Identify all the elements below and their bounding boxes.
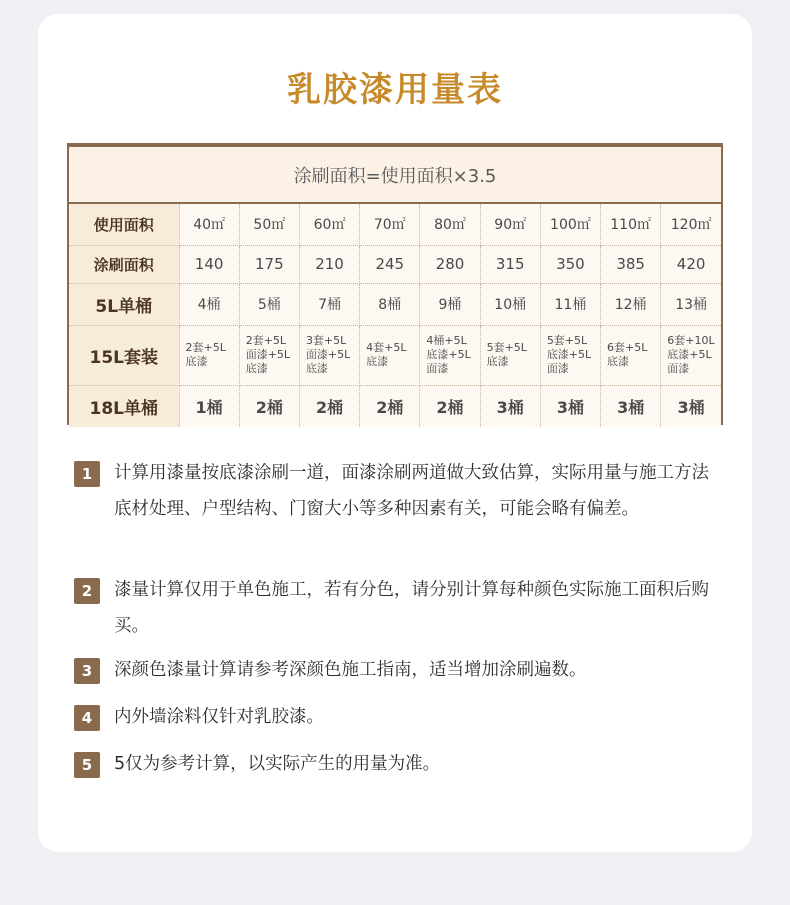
row-header: 18L单桶 xyxy=(69,385,179,427)
table-cell: 140 xyxy=(179,245,239,283)
table-cell: 2桶 xyxy=(299,385,359,427)
formula-text: 涂刷面积=使用面积×3.5 xyxy=(69,147,721,203)
table-cell: 210 xyxy=(299,245,359,283)
table-row xyxy=(69,385,721,427)
table-cell: 3桶 xyxy=(540,385,600,427)
number-badge: 4 xyxy=(74,705,100,731)
table-cell: 2桶 xyxy=(420,385,480,427)
number-badge: 1 xyxy=(74,461,100,487)
formula-row xyxy=(69,147,721,203)
table-row xyxy=(69,203,721,245)
table-cell: 13桶 xyxy=(661,283,721,325)
table-cell: 7桶 xyxy=(299,283,359,325)
number-badge: 2 xyxy=(74,578,100,604)
table-cell: 110㎡ xyxy=(601,203,661,245)
table-cell: 50㎡ xyxy=(239,203,299,245)
table-cell: 90㎡ xyxy=(480,203,540,245)
table-cell: 3桶 xyxy=(661,385,721,427)
table-cell: 80㎡ xyxy=(420,203,480,245)
note-text: 漆量计算仅用于单色施工，若有分色，请分别计算每种颜色实际施工面积后购买。 xyxy=(114,580,709,636)
note-item xyxy=(74,652,587,688)
table-cell: 4套+5L 底漆 xyxy=(360,325,420,385)
table-cell: 100㎡ xyxy=(540,203,600,245)
note-text: 深颜色漆量计算请参考深颜色施工指南，适当增加涂刷遍数。 xyxy=(114,660,587,680)
note-text: 内外墙涂料仅针对乳胶漆。 xyxy=(114,707,324,727)
note-text: 5仅为参考计算，以实际产生的用量为准。 xyxy=(114,754,441,774)
table-cell: 5桶 xyxy=(239,283,299,325)
table-cell: 280 xyxy=(420,245,480,283)
table-cell: 2套+5L 面漆+5L 底漆 xyxy=(239,325,299,385)
note-item xyxy=(74,699,324,735)
row-header: 涂刷面积 xyxy=(69,245,179,283)
table-cell: 4桶 xyxy=(179,283,239,325)
table-row xyxy=(69,283,721,325)
table-cell: 60㎡ xyxy=(299,203,359,245)
table-cell: 4桶+5L 底漆+5L 面漆 xyxy=(420,325,480,385)
usage-table xyxy=(67,143,723,425)
table-cell: 5套+5L 底漆 xyxy=(480,325,540,385)
row-header: 使用面积 xyxy=(69,203,179,245)
table-cell: 10桶 xyxy=(480,283,540,325)
table-cell: 6套+10L 底漆+5L 面漆 xyxy=(661,325,721,385)
table-cell: 11桶 xyxy=(540,283,600,325)
table-cell: 315 xyxy=(480,245,540,283)
row-header: 15L套装 xyxy=(69,325,179,385)
table-cell: 6套+5L 底漆 xyxy=(601,325,661,385)
note-item xyxy=(74,455,724,527)
table-cell: 3桶 xyxy=(601,385,661,427)
number-badge: 5 xyxy=(74,752,100,778)
table-cell: 3桶 xyxy=(480,385,540,427)
table-cell: 5套+5L 底漆+5L 面漆 xyxy=(540,325,600,385)
table-cell: 350 xyxy=(540,245,600,283)
table-cell: 40㎡ xyxy=(179,203,239,245)
table-cell: 2套+5L 底漆 xyxy=(179,325,239,385)
table-cell: 2桶 xyxy=(239,385,299,427)
table-cell: 8桶 xyxy=(360,283,420,325)
note-text: 计算用漆量按底漆涂刷一道，面漆涂刷两道做大致估算，实际用量与施工方法底材处理、户型结构、门窗大小等多种因素有关，可能会略有偏差。 xyxy=(114,463,709,519)
note-item xyxy=(74,746,440,782)
table-row xyxy=(69,245,721,283)
table-cell: 385 xyxy=(601,245,661,283)
table-row xyxy=(69,325,721,385)
page-title: 乳胶漆用量表 xyxy=(287,70,503,110)
table-cell: 2桶 xyxy=(360,385,420,427)
table-cell: 12桶 xyxy=(601,283,661,325)
table-cell: 420 xyxy=(661,245,721,283)
table-cell: 9桶 xyxy=(420,283,480,325)
table-cell: 1桶 xyxy=(179,385,239,427)
table-cell: 3套+5L 面漆+5L 底漆 xyxy=(299,325,359,385)
table-cell: 245 xyxy=(360,245,420,283)
table-cell: 70㎡ xyxy=(360,203,420,245)
number-badge: 3 xyxy=(74,658,100,684)
row-header: 5L单桶 xyxy=(69,283,179,325)
table-cell: 175 xyxy=(239,245,299,283)
table-cell: 120㎡ xyxy=(661,203,721,245)
note-item xyxy=(74,572,724,644)
